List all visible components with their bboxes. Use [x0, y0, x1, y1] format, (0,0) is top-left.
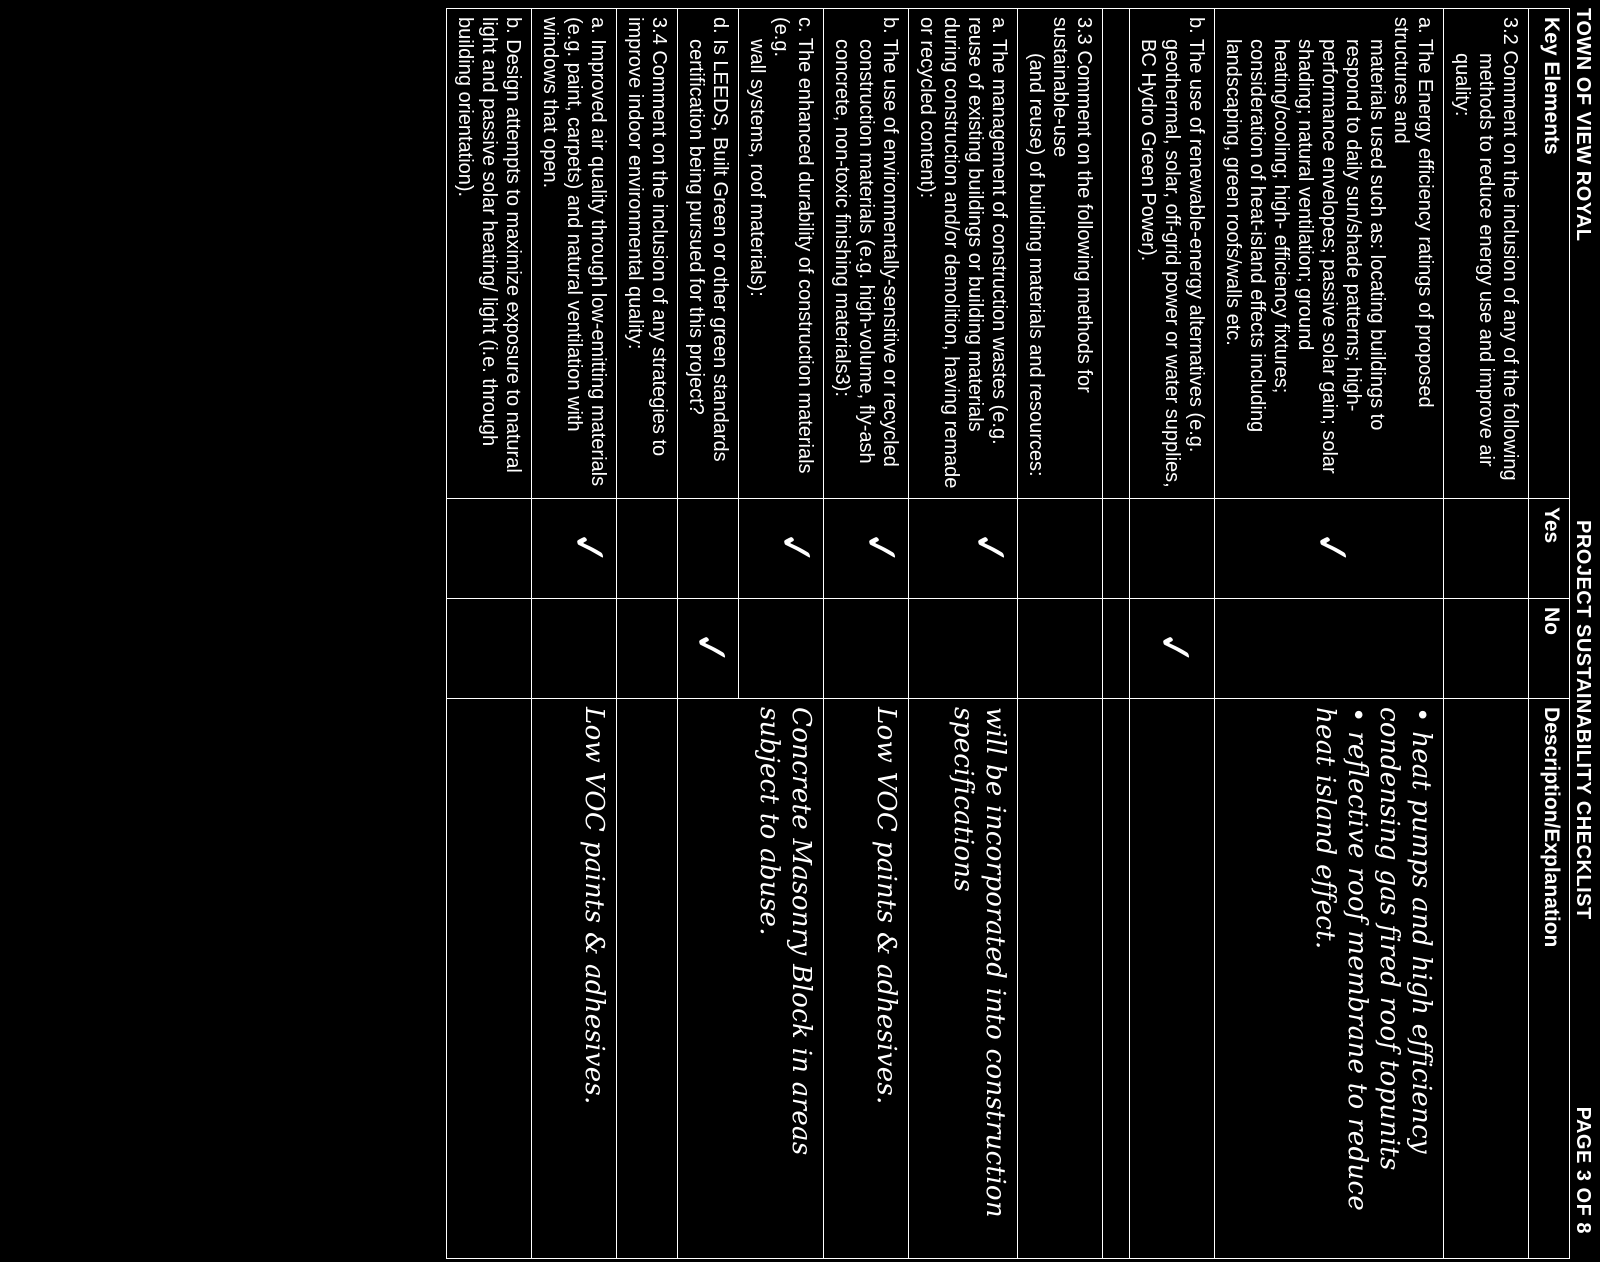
item-3-2-b-rest: geothermal, solar, off-grid power or water supplies, BC Hydro Green Power). — [1137, 39, 1183, 488]
checkmark-icon: ✓ — [682, 626, 739, 671]
item-3-4-a-description — [532, 699, 617, 1259]
item-3-3-b — [824, 9, 909, 499]
item-3-3-a: a. The management of construction wastes (e.g. reuse of existing buildings or building materials during construction and/or demolition, having remade or recycled content): — [909, 9, 1018, 499]
section-3-2-title — [1444, 9, 1529, 499]
item-3-3-d-line1: d. Is LEEDS, Built Green or other green standards — [709, 17, 731, 462]
checkmark-icon: ✓ — [852, 526, 909, 571]
section-3-2-title-line1: 3.2 Comment on the inclusion of any of the following — [1499, 17, 1521, 481]
page-number: PAGE 3 OF 8 — [1572, 1106, 1594, 1234]
item-3-2-b — [1130, 9, 1215, 499]
item-3-2-a-yes-cell — [1215, 499, 1444, 599]
item-3-3-c-no-cell — [739, 599, 824, 699]
item-3-3-a-no-cell — [909, 599, 1018, 699]
section-3-2-title-line2: methods to reduce energy use and improve air quality: — [1451, 53, 1497, 467]
section-3-2-row — [1444, 9, 1529, 1259]
checkmark-icon: ✓ — [961, 526, 1018, 571]
item-3-2-a — [1215, 9, 1444, 499]
item-3-3-b-desc: Low VOC paints & adhesives. — [871, 707, 901, 1105]
checkmark-icon: ✓ — [1146, 626, 1203, 671]
item-3-3-c-desc: Concrete Masonry Block in areas subject to abuse. — [754, 707, 816, 1156]
item-3-3-b-line1: b. The use of environmentally-sensitive or recycled — [879, 17, 901, 467]
sustainability-checklist-table — [446, 8, 1570, 1259]
item-3-4-b-no-cell — [447, 599, 532, 699]
section-3-3-title — [1018, 9, 1103, 499]
item-3-3-b-yes-cell — [824, 499, 909, 599]
column-header-description: Description/Explanation — [1529, 699, 1570, 1259]
item-3-3-c — [739, 9, 824, 499]
item-3-2-a-description — [1215, 699, 1444, 1259]
item-3-3-c-line1: c. The enhanced durability of construction materials (e.g. — [770, 17, 816, 474]
column-header-key-elements: Key Elements — [1529, 9, 1570, 499]
checkmark-icon: ✓ — [1303, 526, 1360, 571]
item-3-2-b-yes-cell — [1130, 499, 1215, 599]
item-3-3-c-row — [739, 9, 824, 1259]
item-3-4-b-yes-cell — [447, 499, 532, 599]
item-3-3-b-row — [824, 9, 909, 1259]
item-3-3-b-rest: construction materials (e.g. high-volume, fly-ash concrete, non-toxic finishing materials3): — [831, 39, 877, 464]
item-3-4-b-description — [447, 699, 532, 1259]
item-3-2-a-no-cell — [1215, 599, 1444, 699]
item-3-3-d-yes-cell — [678, 499, 739, 599]
item-3-4-a: a. Improved air quality through low-emitting materials (e.g. paint, carpets) and natural ventilation with windows that open. — [532, 9, 617, 499]
item-3-3-c-description — [678, 699, 824, 1259]
item-3-2-b-description — [1130, 699, 1215, 1259]
item-3-3-a-yes-cell — [909, 499, 1018, 599]
item-3-2-a-row — [1215, 9, 1444, 1259]
item-3-4-b: b. Design attempts to maximize exposure to natural light and passive solar heating/ light (i.e. through building orientation). — [447, 9, 532, 499]
checkmark-icon: ✓ — [560, 526, 617, 571]
item-3-4-a-desc: Low VOC paints & adhesives. — [579, 707, 609, 1105]
section-3-3-title-line1: 3.3 Comment on the following methods for sustainable-use — [1049, 17, 1095, 393]
item-3-3-b-no-cell — [824, 599, 909, 699]
item-3-2-a-desc-2: • reflective roof membrane to reduce heat island effect. — [1310, 707, 1372, 1212]
item-3-4-b-row — [447, 9, 532, 1259]
item-3-3-c-yes-cell — [739, 499, 824, 599]
item-3-3-c-rest: wall systems, roof materials): — [746, 39, 768, 297]
checkmark-icon: ✓ — [767, 526, 824, 571]
section-3-3-row — [1018, 9, 1103, 1259]
section-3-4-row — [617, 9, 678, 1259]
item-3-2-a-line1: a. The Energy efficiency ratings of proposed structures and — [1390, 17, 1436, 408]
section-3-4-title: 3.4 Comment on the inclusion of any strategies to improve indoor environmental quality: — [617, 9, 678, 499]
item-3-3-d — [678, 9, 739, 499]
item-3-3-a-description — [909, 699, 1018, 1259]
column-header-no: No — [1529, 599, 1570, 699]
item-3-4-a-yes-cell — [532, 499, 617, 599]
item-3-3-a-desc: will be incorporated into construction specifications — [948, 707, 1010, 1218]
item-3-2-b-row — [1130, 9, 1215, 1259]
item-3-2-b-line1: b. The use of renewable-energy alternatives (e.g. — [1185, 17, 1207, 453]
item-3-3-d-no-cell — [678, 599, 739, 699]
item-3-2-a-rest: materials used such as: locating buildings to respond to daily sun/shade patterns; high-performance envelopes; passive solar gain; solar shading; natural ventilation; ground heating/cooling; high- efficiency fixtures; consideration of heat-island effects including landscaping, green roofs/walls etc. — [1222, 39, 1388, 474]
item-3-3-a-row — [909, 9, 1018, 1259]
item-3-3-b-description — [824, 699, 909, 1259]
section-3-3-title-line2: (and reuse) of building materials and resources: — [1025, 53, 1047, 477]
column-header-yes: Yes — [1529, 499, 1570, 599]
table-header-row — [1529, 9, 1570, 1259]
item-3-4-a-row — [532, 9, 617, 1259]
page-title: PROJECT SUSTAINABILITY CHECKLIST — [1572, 520, 1594, 920]
item-3-4-a-no-cell — [532, 599, 617, 699]
item-3-2-a-desc-1: • heat pumps and high efficiency condensing gas fired roof topunits — [1374, 707, 1436, 1171]
town-name: TOWN OF VIEW ROYAL — [1572, 8, 1594, 242]
item-3-2-b-no-cell — [1130, 599, 1215, 699]
item-3-3-d-rest: certification being pursued for this project? — [685, 39, 707, 415]
